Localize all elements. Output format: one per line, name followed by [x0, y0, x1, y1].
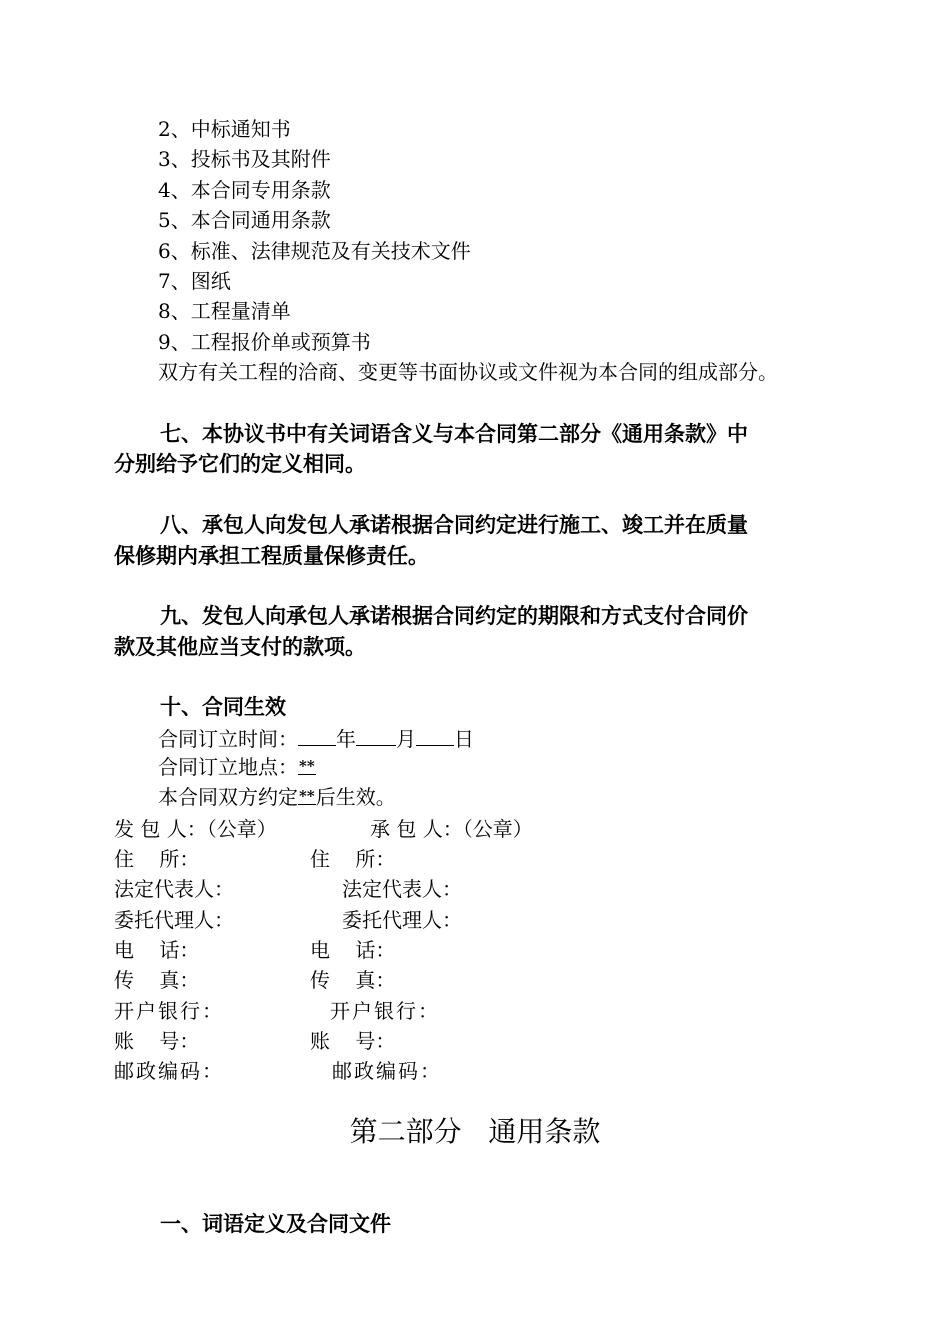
day-blank: [416, 725, 454, 746]
employer-account: 账 号：: [114, 1029, 200, 1053]
doc-list-item: 2、中标通知书: [158, 117, 291, 141]
clause-seven-line1: 七、本协议书中有关词语含义与本合同第二部分《通用条款》中: [160, 422, 748, 446]
doc-list-item: 4、本合同专用条款: [158, 178, 331, 202]
contract-effect-suffix: 后生效。: [315, 785, 396, 809]
contract-effect-prefix: 本合同双方约定: [158, 785, 298, 809]
contract-effect-value: **: [299, 787, 315, 805]
year-blank: [298, 725, 336, 746]
employer-bank: 开户银行：: [114, 999, 224, 1023]
employer-party: 发 包 人：（公章）: [114, 817, 277, 841]
month-label: 月: [396, 727, 416, 751]
doc-list-item: 6、标准、法律规范及有关技术文件: [158, 239, 471, 263]
clause-ten-title: 十、合同生效: [160, 695, 286, 719]
clause-eight-line2: 保修期内承担工程质量保修责任。: [114, 544, 429, 568]
contract-place-label: 合同订立地点：: [158, 755, 298, 779]
doc-list-item: 7、图纸: [158, 269, 231, 293]
doc-list-item: 3、投标书及其附件: [158, 147, 331, 171]
clause-eight-line1: 八、承包人向发包人承诺根据合同约定进行施工、竣工并在质量: [160, 513, 748, 537]
employer-legal-rep: 法定代表人：: [114, 877, 234, 901]
clause-nine-line2: 款及其他应当支付的款项。: [114, 635, 366, 659]
doc-list-item: 5、本合同通用条款: [158, 208, 331, 232]
employer-fax: 传 真：: [114, 968, 200, 992]
contractor-agent: 委托代理人：: [342, 908, 462, 932]
employer-address: 住 所：: [114, 847, 200, 871]
month-blank: [356, 725, 396, 746]
employer-postcode: 邮政编码：: [114, 1059, 224, 1083]
clause-nine-line1: 九、发包人向承包人承诺根据合同约定的期限和方式支付合同价: [160, 604, 748, 628]
employer-agent: 委托代理人：: [114, 908, 234, 932]
contract-place-value: **: [299, 757, 315, 775]
clause-seven-line2: 分别给予它们的定义相同。: [114, 452, 366, 476]
part-two-title: 第二部分 通用条款: [349, 1115, 601, 1148]
contractor-fax: 传 真：: [310, 968, 396, 992]
contractor-party: 承 包 人：（公章）: [370, 817, 533, 841]
contract-time-line: [158, 725, 474, 751]
doc-list-item: 9、工程报价单或预算书: [158, 330, 371, 354]
employer-phone: 电 话：: [114, 938, 200, 962]
contractor-phone: 电 话：: [310, 938, 396, 962]
contractor-legal-rep: 法定代表人：: [342, 877, 462, 901]
year-label: 年: [336, 727, 356, 751]
contract-place-line: [158, 755, 316, 779]
contractor-bank: 开户银行：: [330, 999, 440, 1023]
doc-list-note: 双方有关工程的洽商、变更等书面协议或文件视为本合同的组成部分。: [158, 360, 778, 384]
day-label: 日: [454, 727, 474, 751]
part-two-first-heading: 一、词语定义及合同文件: [160, 1212, 391, 1236]
contractor-postcode: 邮政编码：: [332, 1059, 442, 1083]
contract-time-label: 合同订立时间：: [158, 727, 298, 751]
contractor-address: 住 所：: [310, 847, 396, 871]
contract-effect-line: [158, 785, 396, 809]
doc-list-item: 8、工程量清单: [158, 299, 291, 323]
contractor-account: 账 号：: [310, 1029, 396, 1053]
